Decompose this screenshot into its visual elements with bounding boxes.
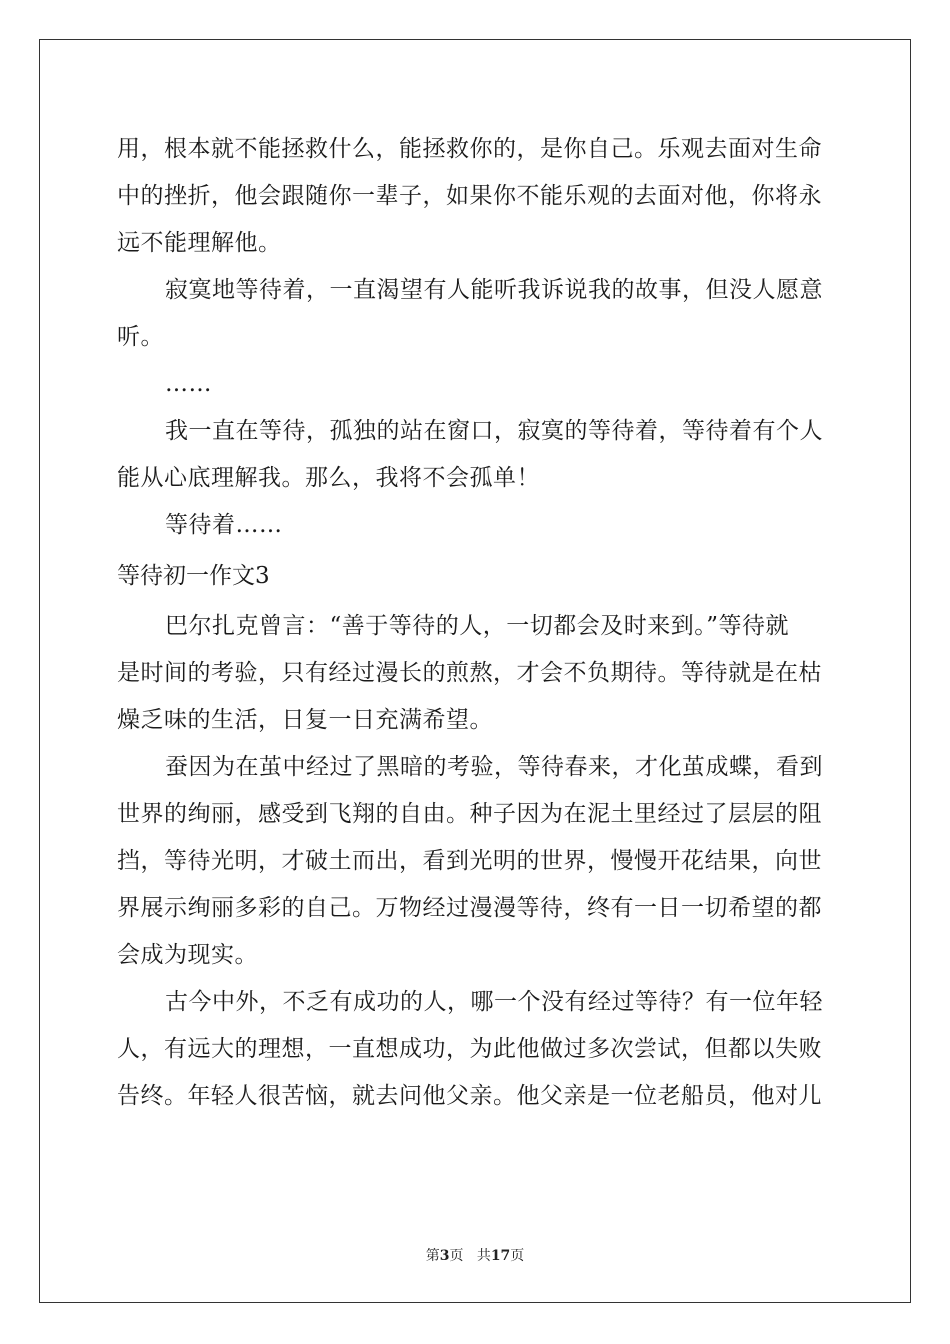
text-line: 远不能理解他。 [117, 230, 282, 256]
document-body [117, 126, 833, 1120]
text-section-2 [117, 603, 833, 1120]
text-line: 巴尔扎克曾言：“善于等待的人，一切都会及时来到。”等待就 [165, 613, 790, 639]
paragraph [117, 361, 833, 408]
paragraph [117, 267, 833, 361]
footer-total-suffix: 页 [510, 1248, 525, 1264]
text-line: 蚕因为在茧中经过了黑暗的考验，等待春来，才化茧成蝶，看到 [165, 754, 823, 780]
text-line: 古今中外，不乏有成功的人，哪一个没有经过等待？有一位年轻 [165, 989, 823, 1015]
text-line: 燥乏味的生活，日复一日充满希望。 [117, 707, 493, 733]
footer-page-number: 3 [439, 1248, 450, 1264]
text-line: 挡，等待光明，才破土而出，看到光明的世界，慢慢开花结果，向世 [117, 848, 822, 874]
footer-total-prefix: 共 [476, 1248, 491, 1264]
text-line: 世界的绚丽，感受到飞翔的自由。种子因为在泥土里经过了层层的阻 [117, 801, 822, 827]
paragraph [117, 126, 833, 267]
text-line: 我一直在等待，孤独的站在窗口，寂寞的等待着，等待着有个人 [165, 418, 823, 444]
text-line: 用，根本就不能拯救什么，能拯救你的，是你自己。乐观去面对生命 [117, 136, 822, 162]
text-line: 听。 [117, 324, 164, 350]
footer-page-suffix: 页 [449, 1248, 464, 1264]
paragraph [117, 603, 833, 744]
text-line: 告终。年轻人很苦恼，就去问他父亲。他父亲是一位老船员，他对儿 [117, 1083, 822, 1109]
footer-total-pages: 17 [490, 1248, 511, 1264]
paragraph [117, 744, 833, 979]
paragraph [117, 979, 833, 1120]
text-line: 等待着…… [165, 512, 283, 538]
section-heading: 等待初一作文3 [117, 563, 270, 589]
text-section-1 [117, 126, 833, 549]
text-line: 中的挫折，他会跟随你一辈子，如果你不能乐观的去面对他，你将永 [117, 183, 822, 209]
text-line: …… [165, 371, 212, 397]
paragraph [117, 502, 833, 549]
paragraph [117, 408, 833, 502]
text-line: 是时间的考验，只有经过漫长的煎熬，才会不负期待。等待就是在枯 [117, 660, 822, 686]
text-line: 能从心底理解我。那么，我将不会孤单！ [117, 465, 540, 491]
text-line: 人，有远大的理想，一直想成功，为此他做过多次尝试，但都以失败 [117, 1036, 822, 1062]
text-line: 寂寞地等待着，一直渴望有人能听我诉说我的故事，但没人愿意 [165, 277, 823, 303]
footer-page-prefix: 第 [425, 1248, 440, 1264]
text-line: 界展示绚丽多彩的自己。万物经过漫漫等待，终有一日一切希望的都 [117, 895, 822, 921]
text-line: 会成为现实。 [117, 942, 258, 968]
page-footer [0, 1245, 950, 1265]
